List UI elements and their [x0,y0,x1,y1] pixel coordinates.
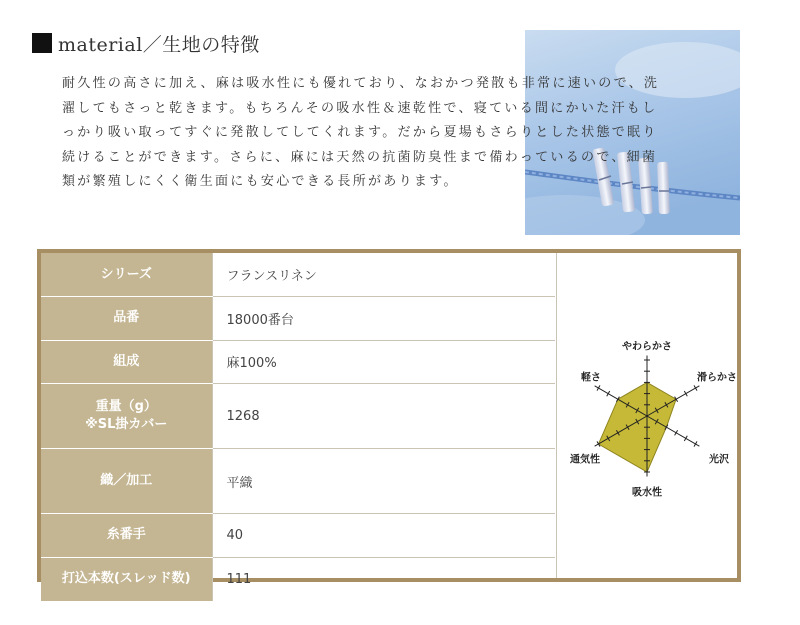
radar-axis-label: 吸水性 [632,487,662,499]
spec-label: 組成 [41,340,212,384]
spec-row-product-number [41,297,555,341]
spec-value: 40 [212,514,555,558]
radar-axis-label: やわらかさ [622,341,672,353]
radar-tick [675,430,678,435]
heading-title: material／生地の特徴 [58,33,260,56]
spec-label: シリーズ [41,253,212,297]
description-line: っかり吸い取ってすぐに発散してしてくれます。だから夏場もさらりとした状態で眠り [62,125,658,140]
material-description [62,72,672,195]
spec-value: 111 [212,557,555,601]
description-line: 続けることができます。さらに、麻には天然の抗菌防臭性まで備わっているので、細菌 [62,149,658,165]
radar-svg [557,253,738,578]
radar-tick [684,391,687,396]
spec-value: フランスリネン [212,253,555,297]
spec-table [41,253,555,601]
spec-row-thread-count [41,557,555,601]
section-heading [32,30,260,56]
spec-row-composition [41,340,555,384]
spec-row-series [41,253,555,297]
radar-tick [597,385,600,390]
spec-value: 18000番台 [212,297,555,341]
radar-tick [694,441,697,446]
spec-row-weave [41,449,555,514]
radar-data-area [599,382,677,472]
heading-square-icon [32,33,52,53]
description-line: 濯してもさっと乾きます。もちろんその吸水性＆速乾性で、寝ている間にかいた汗もし [62,100,658,116]
spec-value: 平織 [212,449,555,514]
radar-chart [556,253,738,578]
spec-row-weight [41,384,555,449]
radar-axis-label: 滑らかさ [697,372,737,384]
radar-axis-label: 光沢 [709,454,729,466]
spec-label [41,384,212,449]
spec-label: 糸番手 [41,514,212,558]
spec-value: 1268 [212,384,555,449]
description-line: 耐久性の高さに加え、麻は吸水性にも優れており、なおかつ発散も非常に速いので、洗 [62,76,660,91]
spec-label-line: 重量（g） [95,399,157,414]
spec-value: 麻100% [212,340,555,384]
description-line: 類が繁殖しにくく衛生面にも安心できる長所があります。 [62,174,459,189]
spec-label: 打込本数(スレッド数) [41,557,212,601]
radar-tick [607,391,610,396]
radar-axis-label: 軽さ [581,372,601,384]
spec-label: 品番 [41,297,212,341]
radar-axis-label: 通気性 [570,454,600,466]
spec-label-note: ※SL掛カバー [85,417,168,432]
radar-tick [694,385,697,390]
spec-frame [37,249,741,587]
spec-row-yarn-count [41,514,555,558]
spec-label: 織／加工 [41,449,212,514]
radar-tick [684,436,687,441]
